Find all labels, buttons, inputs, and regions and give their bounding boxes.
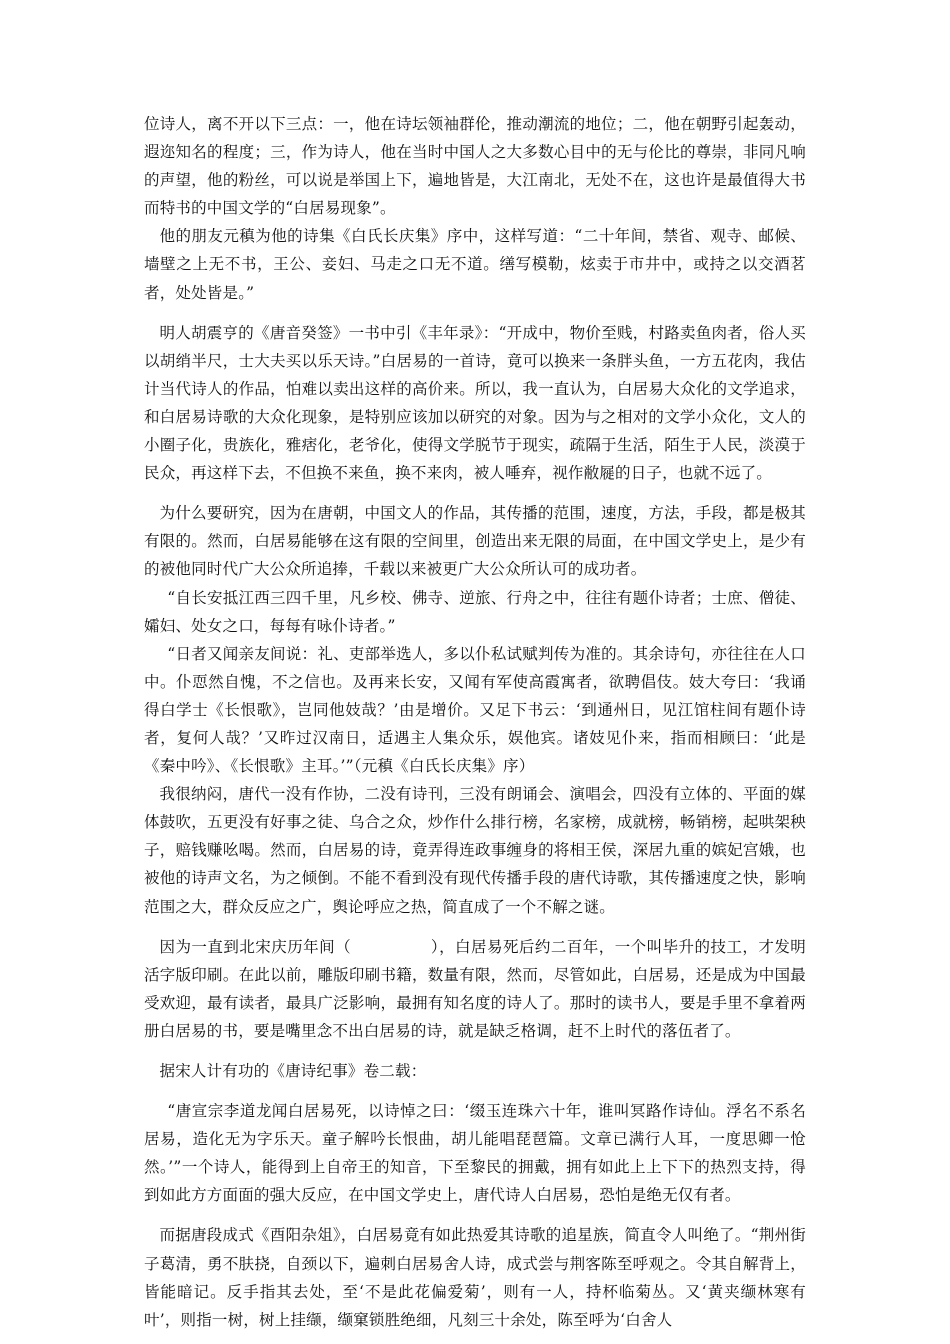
quote-2: “日者又闻亲友间说：礼、吏部举选人，多以仆私试赋判传为准的。其余诗句，亦往往在人口中。仆恧然自愧，不之信也。及再来长安，又闻有军使高霞寓者，欲聘倡伎。妓大夸曰：‘我诵得白学士《长恨歌》，岂同他妓哉？’由是增价。又足下书云：‘到通州日，见江馆柱间有题仆诗者，复何人哉？’又昨过汉南日，适遇主人集众乐，娱他宾。诸妓见仆来，指而相顾曰：‘此是《秦中吟》、《长恨歌》主耳。’”（元稹《白氏长庆集》序） [144, 644, 806, 776]
paragraph-2: 他的朋友元稹为他的诗集《白氏长庆集》序中，这样写道：“二十年间，禁省、观寺、邮候、墙壁之上无不书，王公、妾妇、马走之口无不道。缮写模勒，炫卖于市井中，或持之以交酒茗者，处处皆是。” [144, 227, 806, 302]
paragraph-1: 位诗人，离不开以下三点：一，他在诗坛领袖群伦，推动潮流的地位；二，他在朝野引起轰动，遐迩知名的程度；三，作为诗人，他在当时中国人之大多数心目中的无与伦比的尊崇，非同凡响的声望，他的粉丝，可以说是举国上下，遍地皆是，大江南北，无处不在，这也许是最值得大书而特书的中国文学的“白居易现象”。 [144, 115, 806, 218]
paragraph-5: 我很纳闷，唐代一没有作协，二没有诗刊，三没有朗诵会、演唱会，四没有立体的、平面的媒体鼓吹，五更没有好事之徒、乌合之众，炒作什么排行榜，名家榜，成就榜，畅销榜，起哄架秧子，赔钱赚吆喝。然而，白居易的诗，竟弄得连政事缠身的将相王侯，深居九重的嫔妃宫娥，也被他的诗声文名，为之倾倒。不能不看到没有现代传播手段的唐代诗歌，其传播速度之快，影响范围之大，群众反应之广，舆论呼应之热，简直成了一个不解之谜。 [144, 785, 806, 916]
paragraph-4: 为什么要研究，因为在唐朝，中国文人的作品，其传播的范围，速度，方法，手段，都是极其有限的。然而，白居易能够在这有限的空间里，创造出来无限的局面，在中国文学史上，是少有的被他同时代广大公众所追捧，千载以来被更广大公众所认可的成功者。 [144, 504, 806, 579]
quote-3: “唐宣宗李道龙闻白居易死，以诗悼之曰：‘缀玉连珠六十年，谁叫冥路作诗仙。浮名不系名居易，造化无为字乐天。童子解吟长恨曲，胡儿能唱琵琶篇。文章已满行人耳，一度思卿一怆然。’”一个诗人，能得到上自帝王的知音，下至黎民的拥戴，拥有如此上上下下的热烈支持，得到如此方方面面的强大反应，在中国文学史上，唐代诗人白居易，恐怕是绝无仅有者。 [144, 1102, 806, 1205]
paragraph-7: 据宋人计有功的《唐诗纪事》卷二载： [159, 1062, 427, 1080]
quote-1: “自长安抵江西三四千里，凡乡校、佛寺、逆旅、行舟之中，往往有题仆诗者；士庶、僧徒、孀妇、处女之口，每每有咏仆诗者。” [144, 588, 806, 635]
paragraph-6: 因为一直到北宋庆历年间（ ），白居易死后约二百年，一个叫毕升的技工，才发明活字版印刷。在此以前，雕版印刷书籍，数量有限，然而，尽管如此，白居易，还是成为中国最受欢迎，最有读者，最具广泛影响，最拥有知名度的诗人了。那时的读书人，要是手里不拿着两册白居易的书，要是嘴里念不出白居易的诗，就是缺乏格调，赶不上时代的落伍者了。 [144, 937, 806, 1040]
document-page [144, 110, 806, 1334]
paragraph-8: 而据唐段成式《酉阳杂俎》，白居易竟有如此热爱其诗歌的追星族，简直令人叫绝了。“荆州街子葛清，勇不肤挠，自颈以下，遍刺白居易舍人诗，成式尝与荆客陈至呼观之。令其自解背上，皆能暗记。反手指其去处，至‘不是此花偏爱菊’，则有一人，持杯临菊丛。又‘黄夹缬林寒有叶’，则指一树，树上挂缬，缬窠锁胜绝细，凡刻三十余处，陈至呼为‘白舍人 [144, 1226, 806, 1329]
paragraph-3: 明人胡震亨的《唐音癸签》一书中引《丰年录》：“开成中，物价至贱，村路卖鱼肉者，俗人买以胡绡半尺，士大夫买以乐天诗。”白居易的一首诗，竟可以换来一条胖头鱼，一方五花肉，我估计当代诗人的作品，怕难以卖出这样的高价来。所以，我一直认为，白居易大众化的文学追求，和白居易诗歌的大众化现象，是特别应该加以研究的对象。因为与之相对的文学小众化，文人的小圈子化，贵族化，雅痞化，老爷化，使得文学脱节于现实，疏隔于生活，陌生于人民，淡漠于民众，再这样下去，不但换不来鱼，换不来肉，被人唾弃，视作敝屣的日子，也就不远了。 [144, 323, 806, 483]
